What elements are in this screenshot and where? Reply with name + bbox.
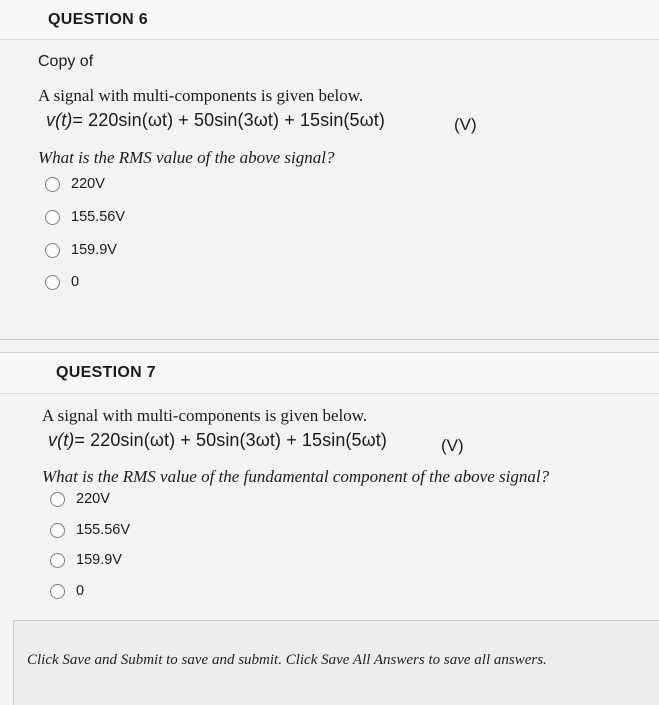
question-6-prompt: What is the RMS value of the above signal? — [38, 148, 335, 167]
question-7-option-1[interactable] — [50, 491, 110, 507]
option-label: 220V — [71, 176, 105, 192]
equation-lhs: v(t) — [48, 430, 75, 450]
radio-button[interactable] — [50, 492, 65, 507]
question-6-option-4[interactable] — [45, 274, 79, 290]
option-label: 159.9V — [71, 242, 117, 258]
question-6-intro: A signal with multi-components is given below. — [38, 86, 364, 105]
question-7-option-2[interactable] — [50, 522, 130, 538]
question-7-option-3[interactable] — [50, 552, 122, 568]
question-divider — [0, 339, 659, 340]
submit-instructions: Click Save and Submit to save and submit. Click Save All Answers to save all answers. — [27, 652, 547, 668]
equation-rhs: = 220sin(ωt) + 50sin(3ωt) + 15sin(5ωt) — [74, 430, 387, 450]
question-6-option-1[interactable] — [45, 176, 105, 192]
submit-instructions-bar — [13, 620, 659, 705]
option-label: 159.9V — [76, 552, 122, 568]
question-7-prompt: What is the RMS value of the fundamental component of the above signal? — [42, 467, 550, 486]
question-7-unit: (V) — [441, 436, 464, 455]
radio-button[interactable] — [45, 177, 60, 192]
option-label: 220V — [76, 491, 110, 507]
option-label: 0 — [71, 274, 80, 290]
question-7-equation — [48, 430, 387, 451]
radio-button[interactable] — [45, 210, 60, 225]
option-label: 155.56V — [71, 209, 126, 225]
equation-lhs: v(t) — [46, 110, 73, 130]
question-6-option-3[interactable] — [45, 242, 117, 258]
question-6-unit: (V) — [454, 115, 477, 134]
radio-button[interactable] — [45, 243, 60, 258]
radio-button[interactable] — [50, 553, 65, 568]
question-6-copy-label: Copy of — [38, 53, 94, 70]
radio-button[interactable] — [50, 523, 65, 538]
option-label: 0 — [76, 583, 85, 599]
equation-rhs: = 220sin(ωt) + 50sin(3ωt) + 15sin(5ωt) — [72, 110, 385, 130]
option-label: 155.56V — [76, 522, 131, 538]
radio-button[interactable] — [45, 275, 60, 290]
radio-button[interactable] — [50, 584, 65, 599]
question-6-option-2[interactable] — [45, 209, 125, 225]
question-7-intro: A signal with multi-components is given below. — [42, 406, 368, 425]
question-6-title: QUESTION 6 — [48, 11, 148, 28]
question-6-equation — [46, 110, 385, 131]
question-7-option-4[interactable] — [50, 583, 84, 599]
question-7-title: QUESTION 7 — [56, 364, 156, 381]
